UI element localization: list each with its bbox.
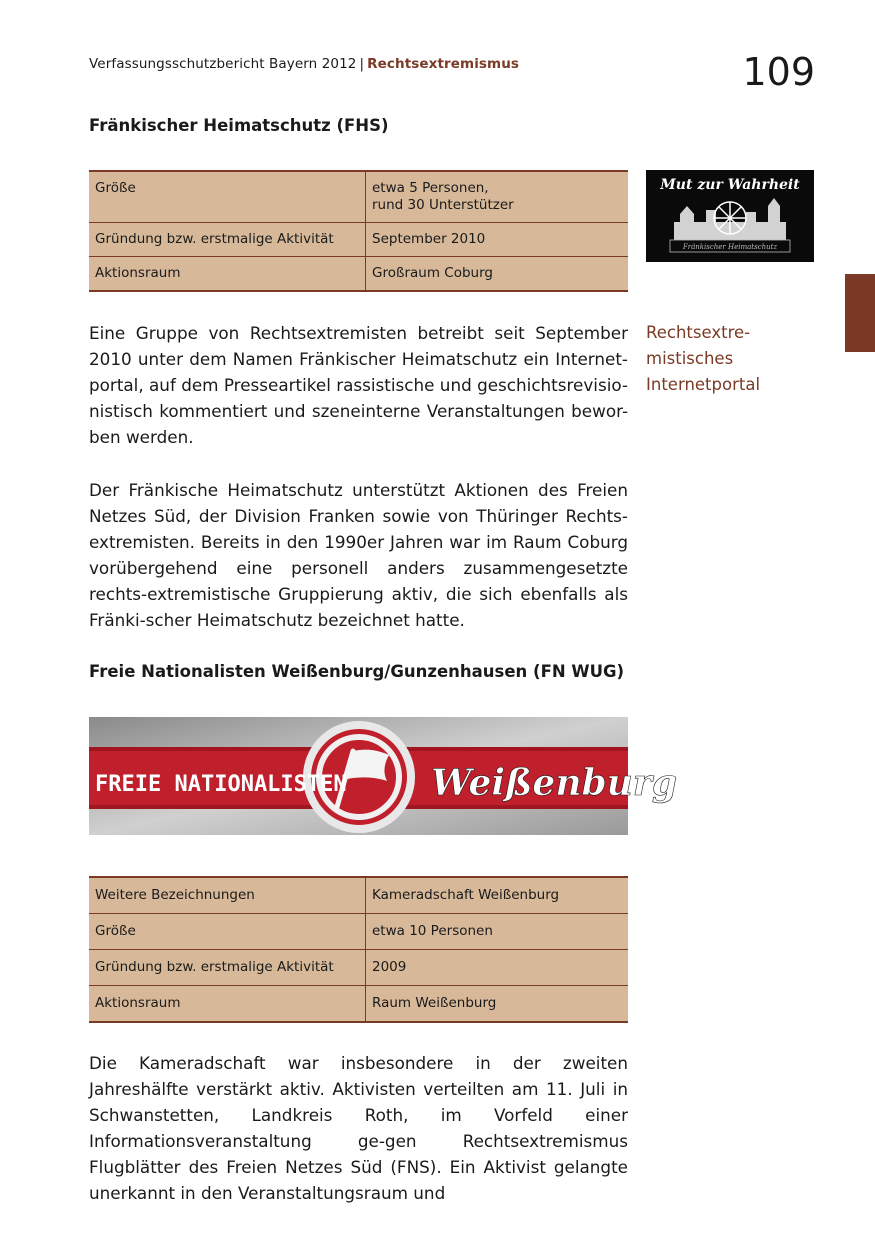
table-label: Gründung bzw. erstmalige Aktivität <box>89 223 366 257</box>
page-number: 109 <box>742 50 815 94</box>
fnwug-paragraph: Die Kameradschaft war insbesondere in der zweiten Jahreshälfte verstärkt aktiv. Aktivisten verteilten am 11. Juli in Schwanstetten, Landkreis Roth, im Vorfeld einer Informationsveranstaltung ge-gen Rechtsextremismus Flugblätter des Freien Netzes Süd (FNS). Ein Aktivist gelangte unerkannt in den Veranstaltungsraum und <box>89 1053 628 1203</box>
table-row <box>89 257 628 292</box>
table-label: Aktionsraum <box>89 257 366 292</box>
fhs-logo-graphic <box>646 170 814 262</box>
table-row <box>89 914 628 950</box>
chapter-tab-marker <box>845 274 875 352</box>
banner-right-text: Weißenburg <box>431 762 677 804</box>
section-title: Rechtsextremismus <box>367 56 520 72</box>
fhs-logo-subtitle: Fränkischer Heimatschutz <box>682 243 778 251</box>
table-value-line: rund 30 Unterstützer <box>372 197 514 213</box>
table-value: Kameradschaft Weißenburg <box>372 887 560 903</box>
table-label: Größe <box>89 171 366 223</box>
fhs-info-table <box>89 170 628 292</box>
table-value-line: etwa 5 Personen, <box>372 180 489 196</box>
table-row <box>89 171 628 223</box>
fhs-logo-image <box>646 170 814 262</box>
table-row <box>89 950 628 986</box>
header-separator: | <box>359 56 365 72</box>
fhs-heading: Fränkischer Heimatschutz (FHS) <box>89 116 389 135</box>
running-header <box>89 56 519 72</box>
banner-left-text: FREIE NATIONALISTEN <box>95 772 347 797</box>
table-label: Aktionsraum <box>89 986 366 1023</box>
table-value: Großraum Coburg <box>366 257 629 292</box>
fnwug-heading: Freie Nationalisten Weißenburg/Gunzenhausen (FN WUG) <box>89 662 625 681</box>
fhs-paragraph-1: Eine Gruppe von Rechtsextremisten betreibt seit September 2010 unter dem Namen Fränkischer Heimatschutz ein Internet-portal, auf dem Presseartikel rassistische und geschichtsrevisio-nistisch kommentiert und szeneinterne Veranstaltungen bewor-ben werden. <box>89 323 628 447</box>
table-label: Gründung bzw. erstmalige Aktivität <box>89 950 366 986</box>
fnwug-banner-image <box>89 717 677 835</box>
table-row <box>89 223 628 257</box>
fnwug-info-table <box>89 876 628 1023</box>
table-value: September 2010 <box>366 223 629 257</box>
table-value: 2009 <box>366 950 629 986</box>
table-row <box>89 986 628 1023</box>
margin-note: Rechtsextre- mistisches Internetportal <box>646 323 761 394</box>
publication-title: Verfassungsschutzbericht Bayern 2012 <box>89 56 357 72</box>
table-label: Weitere Bezeichnungen <box>89 877 366 914</box>
table-value <box>366 171 629 223</box>
table-label: Größe <box>89 914 366 950</box>
table-value: etwa 10 Personen <box>366 914 629 950</box>
fhs-paragraph-2: Der Fränkische Heimatschutz unterstützt Aktionen des Freien Netzes Süd, der Division Franken sowie von Thüringer Rechts-extremisten. Bereits in den 1990er Jahren war im Raum Coburg vorübergehend eine personell anders zusammengesetzte rechts-extremistische Gruppierung aktiv, die sich ebenfalls als Fränki-scher Heimatschutz bezeichnet hatte. <box>89 480 628 630</box>
fnwug-banner-graphic <box>89 717 677 835</box>
table-row <box>89 877 628 914</box>
table-value: Raum Weißenburg <box>366 986 629 1023</box>
fhs-logo-title: Mut zur Wahrheit <box>660 177 800 193</box>
